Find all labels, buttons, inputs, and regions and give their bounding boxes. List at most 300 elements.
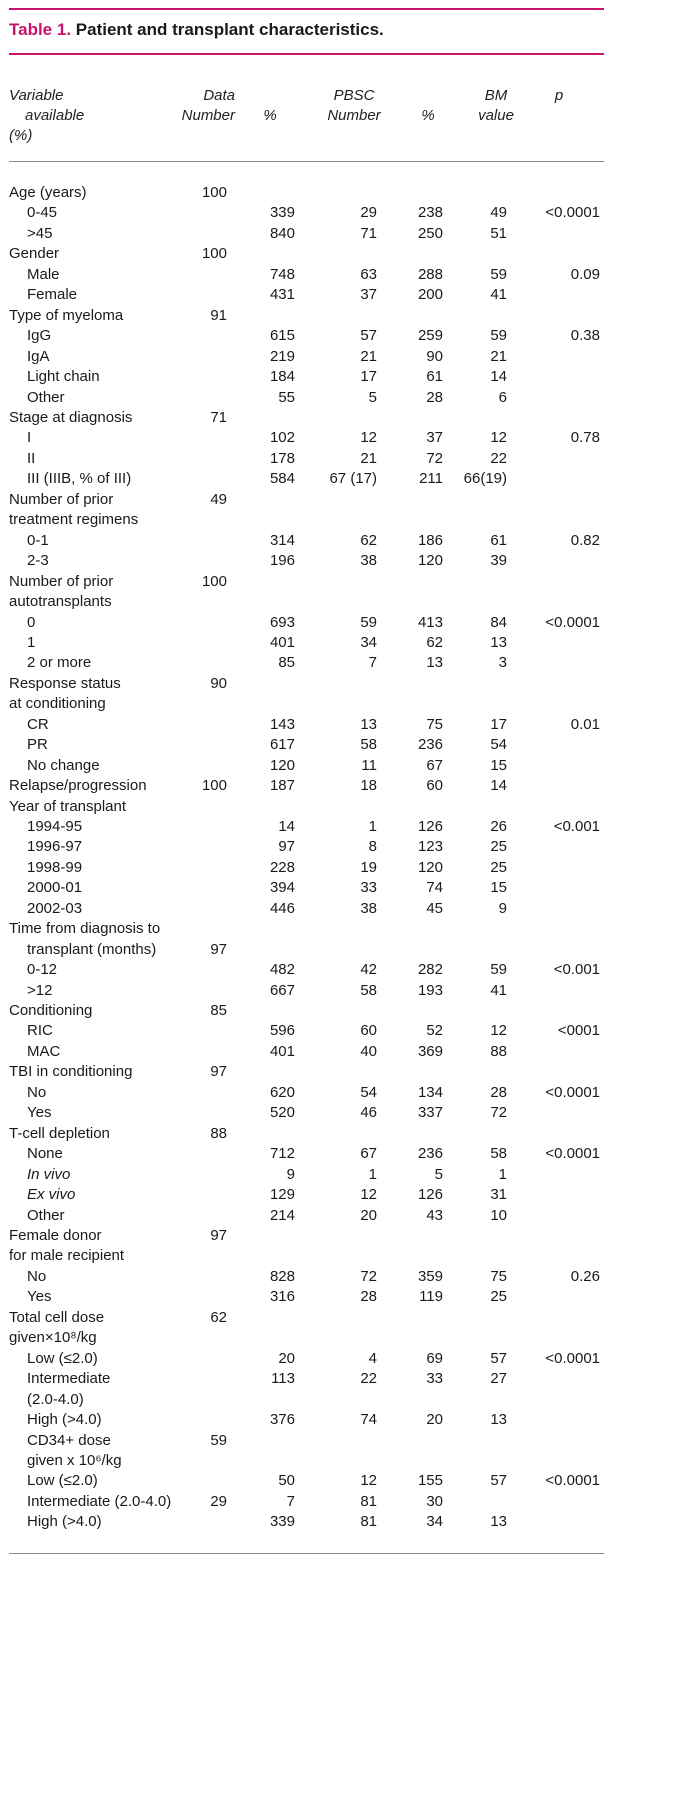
- table-row: [9, 468, 604, 490]
- cell-n2: 120: [417, 858, 443, 876]
- cell-p1: 18: [360, 777, 377, 794]
- cell-avail: 62: [210, 1308, 227, 1326]
- cell-avail: 59: [210, 1431, 227, 1449]
- cell-n1: 584: [269, 470, 295, 488]
- cell-n2: 250: [417, 224, 443, 242]
- table-row: [9, 1020, 604, 1042]
- cell-n2: 20: [426, 1411, 443, 1428]
- cell-avail: 97: [210, 1227, 227, 1244]
- table-row: [9, 632, 604, 654]
- table-row: [9, 1450, 604, 1472]
- cell-p1: 72: [360, 1267, 377, 1285]
- table-row: [9, 1164, 604, 1186]
- cell-n2: 119: [419, 1288, 443, 1306]
- cell-n1: 228: [269, 858, 295, 876]
- table-caption: [9, 20, 384, 40]
- row-label: 0-45: [27, 204, 58, 222]
- cell-n1: 129: [269, 1186, 295, 1203]
- cell-p1: 67 (17): [329, 470, 377, 488]
- row-label: autotransplants: [9, 593, 112, 610]
- row-label: Year of transplant: [9, 797, 127, 815]
- cell-p2: 57: [490, 1472, 507, 1490]
- cell-p2: 59: [490, 327, 507, 345]
- cell-n2: 28: [426, 388, 443, 406]
- cell-n2: 186: [417, 531, 443, 549]
- table-row: [9, 1225, 604, 1247]
- cell-n1: 617: [269, 736, 295, 754]
- cell-n1: 102: [269, 429, 295, 447]
- row-label: 0-1: [27, 531, 49, 549]
- cell-n1: 431: [269, 286, 295, 304]
- cell-n2: 236: [417, 736, 443, 754]
- cell-p: <0.0001: [545, 613, 600, 631]
- cell-n2: 52: [426, 1022, 443, 1040]
- table-row: [9, 612, 604, 634]
- cell-p1: 42: [360, 961, 377, 979]
- row-label: Age (years): [9, 184, 87, 201]
- cell-p2: 14: [490, 368, 507, 385]
- table-row: [9, 1348, 604, 1370]
- table-row: [9, 1368, 604, 1390]
- cell-n2: 413: [417, 613, 443, 631]
- row-label: Conditioning: [9, 1002, 93, 1019]
- table-row: [9, 816, 604, 838]
- row-label: Low (≤2.0): [27, 1472, 98, 1490]
- cell-p1: 34: [360, 633, 377, 651]
- row-label: Yes: [27, 1288, 52, 1306]
- cell-n1: 712: [269, 1145, 295, 1163]
- cell-p: 0.82: [570, 531, 600, 549]
- cell-n1: 314: [269, 531, 295, 549]
- cell-p1: 8: [368, 838, 377, 856]
- row-label: 2002-03: [27, 899, 83, 917]
- row-label: IgG: [27, 327, 52, 345]
- cell-p2: 15: [490, 879, 507, 897]
- cell-n1: 615: [269, 327, 295, 345]
- cell-p1: 37: [360, 286, 377, 304]
- cell-n2: 359: [417, 1267, 443, 1285]
- top-rule: [9, 8, 604, 10]
- header-pct-2: [413, 106, 443, 126]
- cell-p1: 58: [360, 736, 377, 754]
- cell-n2: 30: [426, 1492, 443, 1510]
- row-label: 2-3: [27, 552, 49, 570]
- row-label: CR: [27, 715, 49, 733]
- row-label: 2000-01: [27, 879, 83, 897]
- cell-p1: 1: [368, 1165, 377, 1183]
- cell-n1: 120: [269, 756, 295, 774]
- table-row: [9, 264, 604, 286]
- table-row: [9, 796, 604, 818]
- row-label: treatment regimens: [9, 511, 139, 529]
- cell-n1: 143: [269, 715, 295, 733]
- row-label: Female donor: [9, 1227, 102, 1244]
- cell-n2: 259: [417, 327, 443, 345]
- cell-n2: 236: [417, 1145, 443, 1163]
- cell-n2: 126: [417, 817, 443, 835]
- table-row: [9, 1409, 604, 1431]
- table-row: [9, 755, 604, 777]
- header-pct-1: [255, 106, 285, 126]
- table-row: [9, 284, 604, 306]
- cell-p1: 59: [360, 613, 377, 631]
- row-label: Other: [27, 388, 65, 406]
- row-label: 2 or more: [27, 654, 92, 672]
- row-label: TBI in conditioning: [9, 1063, 133, 1081]
- cell-p2: 57: [490, 1349, 507, 1367]
- table-row: [9, 980, 604, 1002]
- cell-p1: 57: [360, 327, 377, 345]
- cell-p2: 6: [498, 388, 507, 406]
- cell-n2: 369: [417, 1042, 443, 1060]
- cell-p1: 20: [360, 1206, 377, 1224]
- row-label: None: [27, 1145, 63, 1163]
- row-label: transplant (months): [27, 940, 157, 958]
- cell-n2: 37: [426, 429, 443, 447]
- row-label: High (>4.0): [27, 1411, 102, 1428]
- cell-n1: 187: [269, 777, 295, 794]
- table-row: [9, 387, 604, 409]
- row-label: 1998-99: [27, 858, 83, 876]
- cell-p1: 11: [361, 756, 377, 774]
- header-line: PBSC: [333, 87, 375, 104]
- cell-p2: 88: [490, 1042, 507, 1060]
- cell-p2: 15: [490, 756, 507, 774]
- row-label: Female: [27, 286, 78, 304]
- cell-p1: 74: [360, 1411, 377, 1428]
- row-label: RIC: [27, 1022, 53, 1040]
- cell-p2: 12: [490, 429, 507, 447]
- cell-p2: 3: [498, 654, 507, 672]
- cell-avail: 29: [210, 1492, 227, 1510]
- row-label: (2.0-4.0): [27, 1390, 84, 1408]
- cell-p1: 12: [360, 429, 377, 447]
- row-label: >12: [27, 981, 53, 999]
- row-label: Intermediate: [27, 1370, 111, 1388]
- cell-p: <0.0001: [545, 1472, 600, 1490]
- cell-avail: 49: [210, 490, 227, 508]
- row-label: Yes: [27, 1104, 52, 1122]
- table-row: [9, 1245, 604, 1267]
- cell-n1: 14: [278, 817, 295, 835]
- cell-p1: 29: [360, 204, 377, 222]
- cell-n2: 90: [426, 347, 443, 365]
- header-p: [549, 86, 569, 106]
- cell-p1: 67: [360, 1145, 377, 1163]
- header-line: (%): [9, 127, 33, 144]
- cell-n1: 520: [269, 1104, 295, 1122]
- cell-n1: 667: [269, 981, 295, 999]
- cell-n2: 62: [426, 633, 443, 651]
- table-row: [9, 775, 604, 797]
- cell-n2: 288: [417, 265, 443, 283]
- cell-avail: 100: [201, 572, 227, 590]
- table-row: [9, 346, 604, 368]
- header-line: %: [263, 107, 277, 124]
- cell-n2: 72: [426, 449, 443, 467]
- cell-n2: 134: [417, 1083, 443, 1101]
- table-row: [9, 448, 604, 470]
- table-row: [9, 1082, 604, 1104]
- row-label: III (IIIB, % of III): [27, 470, 132, 488]
- cell-n2: 43: [426, 1206, 443, 1224]
- header-variable: [9, 86, 84, 146]
- row-label: Other: [27, 1206, 65, 1224]
- cell-p1: 63: [360, 265, 377, 283]
- cell-n1: 97: [278, 838, 295, 856]
- row-label: Number of prior: [9, 572, 114, 590]
- row-label: Gender: [9, 245, 60, 263]
- row-label: High (>4.0): [27, 1513, 102, 1531]
- cell-p: <0.001: [553, 961, 600, 979]
- cell-p2: 41: [490, 286, 507, 304]
- cell-p: 0.01: [570, 715, 600, 733]
- cell-p2: 54: [490, 736, 507, 754]
- cell-p2: 12: [490, 1022, 507, 1040]
- cell-n1: 394: [269, 879, 295, 897]
- header-line: %: [421, 107, 435, 124]
- table-row: [9, 939, 604, 961]
- cell-avail: 100: [201, 777, 227, 794]
- cell-n1: 693: [269, 613, 295, 631]
- row-label: No: [27, 1267, 47, 1285]
- table-row: [9, 959, 604, 981]
- header-pbsc-number: [319, 86, 389, 126]
- table-row: [9, 1184, 604, 1206]
- cell-p1: 40: [360, 1042, 377, 1060]
- row-label: given x 10⁶/kg: [27, 1451, 122, 1469]
- cell-n2: 13: [426, 654, 443, 672]
- cell-avail: 100: [201, 184, 227, 201]
- cell-p: 0.09: [570, 265, 600, 283]
- cell-p2: 28: [490, 1083, 507, 1101]
- cell-p2: 13: [490, 1411, 507, 1428]
- table-row: [9, 1061, 604, 1083]
- header-data-number: [181, 86, 235, 126]
- cell-n1: 9: [286, 1165, 295, 1183]
- cell-n1: 401: [269, 1042, 295, 1060]
- cell-n2: 126: [417, 1186, 443, 1203]
- row-label: for male recipient: [9, 1247, 125, 1265]
- row-label: Light chain: [27, 368, 100, 385]
- table-row: [9, 918, 604, 940]
- cell-n1: 748: [269, 265, 295, 283]
- header-line: value: [478, 107, 514, 124]
- cell-p2: 51: [490, 224, 507, 242]
- cell-p1: 33: [360, 879, 377, 897]
- header-line: Number: [181, 107, 235, 124]
- table-row: [9, 1511, 604, 1533]
- table-row: [9, 898, 604, 920]
- table-row: [9, 243, 604, 265]
- table-row: [9, 202, 604, 224]
- header-line: Variable: [9, 87, 64, 104]
- header-rule: [9, 161, 604, 162]
- cell-p: <0.0001: [545, 1349, 600, 1367]
- cell-p1: 28: [360, 1288, 377, 1306]
- cell-n2: 5: [434, 1165, 443, 1183]
- cell-avail: 71: [210, 408, 227, 426]
- cell-p1: 58: [360, 981, 377, 999]
- row-label: Low (≤2.0): [27, 1349, 98, 1367]
- cell-n2: 123: [417, 838, 443, 856]
- cell-avail: 97: [210, 1063, 227, 1081]
- cell-n2: 238: [417, 204, 443, 222]
- cell-n2: 200: [417, 286, 443, 304]
- row-label: >45: [27, 224, 53, 242]
- row-label: given×10⁸/kg: [9, 1329, 97, 1347]
- row-label: Total cell dose: [9, 1308, 105, 1326]
- row-label: Type of myeloma: [9, 306, 124, 324]
- table-row: [9, 1307, 604, 1329]
- header-line: p: [554, 87, 564, 104]
- cell-p2: 25: [490, 838, 507, 856]
- cell-p1: 38: [360, 552, 377, 570]
- cell-p2: 22: [490, 449, 507, 467]
- row-label: Male: [27, 265, 60, 283]
- cell-avail: 97: [210, 940, 227, 958]
- table-row: [9, 182, 604, 204]
- cell-avail: 90: [210, 674, 227, 692]
- header-line: available: [25, 107, 85, 124]
- table-row: [9, 325, 604, 347]
- row-label: Number of prior: [9, 490, 114, 508]
- row-label: II: [27, 449, 36, 467]
- table-row: [9, 427, 604, 449]
- cell-n2: 33: [426, 1370, 443, 1388]
- table-row: [9, 673, 604, 695]
- row-label: No: [27, 1083, 47, 1101]
- table-row: [9, 857, 604, 879]
- table-row: [9, 693, 604, 715]
- cell-n1: 50: [278, 1472, 295, 1490]
- header-line: Number: [327, 107, 381, 124]
- cell-n1: 596: [269, 1022, 295, 1040]
- row-label: PR: [27, 736, 48, 754]
- cell-p2: 26: [490, 817, 507, 835]
- table-row: [9, 714, 604, 736]
- cell-p1: 21: [360, 347, 377, 365]
- cell-p1: 81: [360, 1513, 377, 1531]
- cell-p1: 12: [360, 1186, 377, 1203]
- cell-p: <0001: [557, 1022, 600, 1040]
- cell-n2: 34: [426, 1513, 443, 1531]
- cell-n1: 214: [269, 1206, 295, 1224]
- cell-n2: 211: [419, 470, 443, 488]
- row-label: at conditioning: [9, 695, 106, 713]
- cell-n1: 7: [286, 1492, 295, 1510]
- cell-p1: 19: [360, 858, 377, 876]
- row-label: 1: [27, 633, 36, 651]
- table-row: [9, 1143, 604, 1165]
- cell-p1: 46: [360, 1104, 377, 1122]
- cell-p: <0.0001: [545, 1145, 600, 1163]
- cell-avail: 85: [210, 1002, 227, 1019]
- cell-p2: 66(19): [463, 470, 507, 488]
- cell-n1: 482: [269, 961, 295, 979]
- cell-p1: 13: [360, 715, 377, 733]
- cell-p2: 84: [490, 613, 507, 631]
- header-line: BM: [484, 87, 508, 104]
- cell-n1: 446: [269, 899, 295, 917]
- cell-p1: 1: [368, 817, 377, 835]
- cell-p: <0.0001: [545, 204, 600, 222]
- cell-p1: 21: [360, 449, 377, 467]
- cell-p: 0.38: [570, 327, 600, 345]
- cell-n1: 184: [269, 368, 295, 385]
- table-row: [9, 1266, 604, 1288]
- cell-p2: 75: [490, 1267, 507, 1285]
- caption-label: Table 1.: [9, 20, 72, 39]
- row-label: I: [27, 429, 32, 447]
- cell-n2: 61: [426, 368, 443, 385]
- table-row: [9, 1123, 604, 1145]
- cell-p2: 13: [490, 1513, 507, 1531]
- row-label: 0: [27, 613, 36, 631]
- cell-p2: 58: [490, 1145, 507, 1163]
- cell-n2: 74: [426, 879, 443, 897]
- table-row: [9, 1286, 604, 1308]
- row-label: CD34+ dose: [27, 1431, 111, 1449]
- cell-p: 0.78: [570, 429, 600, 447]
- cell-n1: 620: [269, 1083, 295, 1101]
- cell-p1: 54: [360, 1083, 377, 1101]
- table-row: [9, 652, 604, 674]
- cell-n1: 316: [269, 1288, 295, 1306]
- cell-p1: 71: [360, 224, 377, 242]
- table-row: [9, 1102, 604, 1124]
- table-row: [9, 223, 604, 245]
- row-label: Time from diagnosis to: [9, 920, 161, 938]
- table-row: [9, 530, 604, 552]
- cell-n1: 55: [278, 388, 295, 406]
- cell-p1: 12: [360, 1472, 377, 1490]
- cell-p2: 9: [498, 899, 507, 917]
- cell-n1: 20: [278, 1349, 295, 1367]
- cell-p1: 81: [360, 1492, 377, 1510]
- table-row: [9, 1470, 604, 1492]
- table-row: [9, 407, 604, 429]
- cell-p: 0.26: [570, 1267, 600, 1285]
- cell-p2: 21: [490, 347, 507, 365]
- row-label: IgA: [27, 347, 50, 365]
- cell-n2: 120: [417, 552, 443, 570]
- caption-rule: [9, 53, 604, 55]
- table-row: [9, 877, 604, 899]
- cell-n1: 376: [269, 1411, 295, 1428]
- table-row: [9, 1389, 604, 1411]
- row-label: Stage at diagnosis: [9, 408, 133, 426]
- cell-p2: 13: [490, 633, 507, 651]
- row-label: T-cell depletion: [9, 1124, 110, 1142]
- cell-n2: 337: [417, 1104, 443, 1122]
- table-row: [9, 591, 604, 613]
- row-label: Relapse/progression: [9, 777, 147, 794]
- cell-p2: 1: [498, 1165, 507, 1183]
- row-label: MAC: [27, 1042, 61, 1060]
- cell-n2: 193: [417, 981, 443, 999]
- cell-p2: 14: [490, 777, 507, 794]
- cell-p2: 59: [490, 961, 507, 979]
- cell-p2: 17: [490, 715, 507, 733]
- cell-n2: 155: [417, 1472, 443, 1490]
- cell-p2: 25: [490, 858, 507, 876]
- cell-n2: 75: [426, 715, 443, 733]
- cell-p2: 10: [490, 1206, 507, 1224]
- cell-avail: 91: [210, 306, 227, 324]
- table-row: [9, 509, 604, 531]
- cell-p1: 60: [360, 1022, 377, 1040]
